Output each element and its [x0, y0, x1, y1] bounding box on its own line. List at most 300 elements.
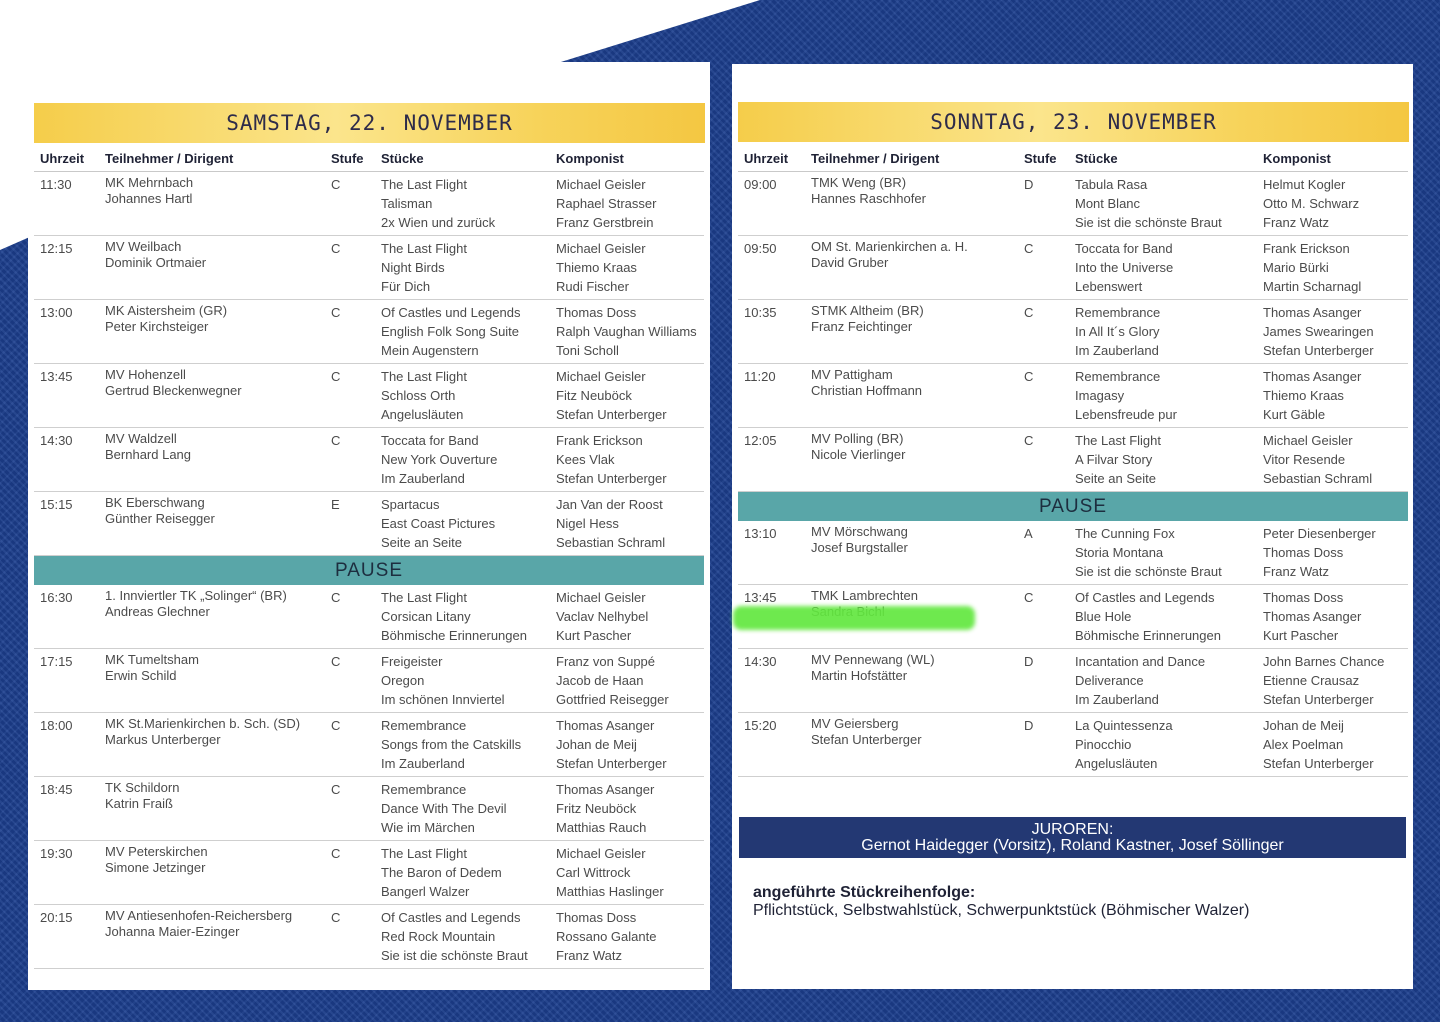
- composer-name: Franz Watz: [556, 947, 622, 963]
- composer-name: Thomas Asanger: [556, 717, 655, 733]
- conductor-name: David Gruber: [811, 254, 889, 270]
- participant-cell: [805, 648, 1018, 712]
- composer-name: Stefan Unterberger: [1263, 342, 1374, 358]
- band-name: MV Peterskirchen: [105, 843, 208, 859]
- composer-name: Thomas Asanger: [1263, 304, 1362, 320]
- participant-cell: [99, 235, 325, 299]
- conductor-name: Bernhard Lang: [105, 446, 192, 462]
- composer-cell: [550, 648, 704, 712]
- piece-title: Into the Universe: [1075, 259, 1174, 275]
- level-cell: C: [325, 776, 375, 840]
- composer-name: Stefan Unterberger: [556, 406, 667, 422]
- composer-cell: [550, 491, 704, 555]
- composer-name: Toni Scholl: [556, 342, 619, 358]
- pieces-cell: [375, 585, 550, 649]
- piece-title: The Cunning Fox: [1075, 525, 1175, 541]
- time-cell: 15:15: [34, 491, 99, 555]
- composer-cell: [1257, 521, 1408, 585]
- conductor-name: Andreas Glechner: [105, 603, 210, 619]
- composer-name: Stefan Unterberger: [1263, 691, 1374, 707]
- piece-title: Für Dich: [381, 278, 431, 294]
- participant-cell: [99, 585, 325, 649]
- composer-cell: [1257, 235, 1408, 299]
- table-row: [34, 840, 704, 904]
- header-level: Stufe: [1018, 147, 1069, 171]
- pieces-cell: [375, 299, 550, 363]
- level-cell: C: [325, 648, 375, 712]
- band-name: MK Tumeltsham: [105, 651, 199, 667]
- table-row: [738, 171, 1408, 235]
- piece-title: A Filvar Story: [1075, 451, 1153, 467]
- composer-name: Rudi Fischer: [556, 278, 629, 294]
- level-cell: C: [325, 585, 375, 649]
- conductor-name: Martin Hofstätter: [811, 667, 908, 683]
- participant-cell: [99, 363, 325, 427]
- composer-name: Kees Vlak: [556, 451, 615, 467]
- composer-name: Stefan Unterberger: [556, 470, 667, 486]
- header-composer: Komponist: [1257, 147, 1408, 171]
- pieces-cell: [375, 491, 550, 555]
- piece-title: Dance With The Devil: [381, 800, 507, 816]
- composer-name: Sebastian Schraml: [1263, 470, 1373, 486]
- participant-cell: [99, 491, 325, 555]
- time-cell: 15:20: [738, 712, 805, 776]
- level-cell: C: [1018, 584, 1069, 648]
- table-header-row: [738, 147, 1408, 171]
- participant-cell: [99, 427, 325, 491]
- composer-name: Mario Bürki: [1263, 259, 1329, 275]
- level-cell: C: [325, 299, 375, 363]
- level-cell: E: [325, 491, 375, 555]
- saturday-rows: [34, 171, 704, 968]
- time-cell: 13:45: [738, 584, 805, 648]
- table-row: [34, 712, 704, 776]
- composer-name: John Barnes Chance: [1263, 653, 1385, 669]
- level-cell: C: [1018, 363, 1069, 427]
- conductor-name: Franz Feichtinger: [811, 318, 913, 334]
- piece-title: Sie ist die schönste Braut: [381, 947, 528, 963]
- band-name: MV Waldzell: [105, 430, 177, 446]
- composer-name: Thomas Doss: [1263, 589, 1344, 605]
- composer-name: Stefan Unterberger: [1263, 755, 1374, 771]
- band-name: TMK Lambrechten: [811, 587, 918, 603]
- piece-title: Böhmische Erinnerungen: [381, 627, 527, 643]
- band-name: MV Antiesenhofen-Reichersberg: [105, 907, 293, 923]
- pause-row: [34, 555, 704, 585]
- piece-title: Im schönen Innviertel: [381, 691, 505, 707]
- band-name: 1. Innviertler TK „Solinger“ (BR): [105, 587, 287, 603]
- sunday-schedule-table: [738, 147, 1408, 777]
- header-participant: Teilnehmer / Dirigent: [99, 147, 325, 171]
- pieces-cell: [1069, 584, 1257, 648]
- composer-name: Michael Geisler: [556, 176, 646, 192]
- composer-cell: [550, 427, 704, 491]
- participant-cell: [99, 171, 325, 235]
- composer-name: Michael Geisler: [556, 845, 646, 861]
- composer-name: Helmut Kogler: [1263, 176, 1346, 192]
- composer-cell: [550, 776, 704, 840]
- composer-name: Kurt Pascher: [556, 627, 632, 643]
- sunday-rows: [738, 171, 1408, 776]
- piece-title: Angelusläuten: [381, 406, 464, 422]
- time-cell: 11:20: [738, 363, 805, 427]
- table-row: [34, 427, 704, 491]
- composer-name: Franz Gerstbrein: [556, 214, 654, 230]
- piece-title: Schloss Orth: [381, 387, 456, 403]
- conductor-name: Dominik Ortmaier: [105, 254, 207, 270]
- pieces-cell: [375, 171, 550, 235]
- table-row: [738, 521, 1408, 585]
- pieces-cell: [1069, 363, 1257, 427]
- table-row: [738, 648, 1408, 712]
- conductor-name: Josef Burgstaller: [811, 539, 908, 555]
- composer-name: Nigel Hess: [556, 515, 619, 531]
- band-name: TK Schildorn: [105, 779, 180, 795]
- composer-cell: [550, 712, 704, 776]
- composer-cell: [550, 585, 704, 649]
- band-name: MK Mehrnbach: [105, 174, 194, 190]
- composer-cell: [1257, 427, 1408, 491]
- pieces-cell: [1069, 712, 1257, 776]
- piece-title: Songs from the Catskills: [381, 736, 522, 752]
- composer-name: Jacob de Haan: [556, 672, 644, 688]
- piece-title: The Last Flight: [381, 368, 467, 384]
- level-cell: C: [325, 712, 375, 776]
- participant-cell: [99, 904, 325, 968]
- participant-cell: [805, 363, 1018, 427]
- participant-cell: [805, 171, 1018, 235]
- pause-label: PAUSE: [738, 491, 1408, 521]
- piece-title: Blue Hole: [1075, 608, 1132, 624]
- composer-name: Rossano Galante: [556, 928, 657, 944]
- piece-title: Of Castles and Legends: [1075, 589, 1215, 605]
- band-name: MV Pattigham: [811, 366, 893, 382]
- composer-name: Johan de Meij: [556, 736, 637, 752]
- header-level: Stufe: [325, 147, 375, 171]
- pieces-cell: [1069, 648, 1257, 712]
- piece-title: Red Rock Mountain: [381, 928, 496, 944]
- table-row: [34, 235, 704, 299]
- composer-name: Thomas Doss: [556, 909, 637, 925]
- piece-title: La Quintessenza: [1075, 717, 1173, 733]
- time-cell: 14:30: [34, 427, 99, 491]
- time-cell: 11:30: [34, 171, 99, 235]
- composer-name: Franz von Suppé: [556, 653, 656, 669]
- conductor-name: Stefan Unterberger: [811, 731, 922, 747]
- composer-name: Sebastian Schraml: [556, 534, 666, 550]
- pieces-cell: [1069, 521, 1257, 585]
- time-cell: 13:00: [34, 299, 99, 363]
- piece-title: East Coast Pictures: [381, 515, 496, 531]
- conductor-name: Erwin Schild: [105, 667, 177, 683]
- composer-name: Fritz Neuböck: [556, 800, 637, 816]
- pieces-cell: [375, 904, 550, 968]
- composer-name: Jan Van der Roost: [556, 496, 663, 512]
- piece-title: Im Zauberland: [381, 470, 465, 486]
- composer-cell: [550, 299, 704, 363]
- green-marker-highlight: [733, 606, 975, 630]
- piece-title: Remembrance: [381, 717, 467, 733]
- table-row: [34, 363, 704, 427]
- piece-title: Im Zauberland: [1075, 691, 1159, 707]
- composer-cell: [550, 363, 704, 427]
- composer-cell: [1257, 584, 1408, 648]
- participant-cell: [805, 235, 1018, 299]
- conductor-name: Simone Jetzinger: [105, 859, 206, 875]
- pause-label: PAUSE: [34, 555, 704, 585]
- time-cell: 10:35: [738, 299, 805, 363]
- participant-cell: [805, 521, 1018, 585]
- level-cell: C: [1018, 235, 1069, 299]
- level-cell: C: [325, 904, 375, 968]
- header-composer: Komponist: [550, 147, 704, 171]
- piece-title: English Folk Song Suite: [381, 323, 520, 339]
- time-cell: 09:50: [738, 235, 805, 299]
- pieces-cell: [1069, 171, 1257, 235]
- composer-name: Peter Diesenberger: [1263, 525, 1376, 541]
- composer-cell: [1257, 648, 1408, 712]
- composer-name: Carl Wittrock: [556, 864, 631, 880]
- piece-title: Sie ist die schönste Braut: [1075, 214, 1222, 230]
- conductor-name: Johannes Hartl: [105, 190, 193, 206]
- composer-name: Thomas Asanger: [556, 781, 655, 797]
- conductor-name: Peter Kirchsteiger: [105, 318, 209, 334]
- composer-name: Thomas Doss: [556, 304, 637, 320]
- composer-name: Gottfried Reisegger: [556, 691, 669, 707]
- level-cell: C: [1018, 427, 1069, 491]
- table-row: [738, 363, 1408, 427]
- composer-cell: [1257, 299, 1408, 363]
- composer-name: Stefan Unterberger: [556, 755, 667, 771]
- piece-title: The Last Flight: [381, 845, 467, 861]
- table-row: [738, 712, 1408, 776]
- composer-name: Franz Watz: [1263, 214, 1329, 230]
- conductor-name: Christian Hoffmann: [811, 382, 923, 398]
- piece-title: The Last Flight: [381, 240, 467, 256]
- composer-name: Vaclav Nelhybel: [556, 608, 649, 624]
- piece-title: The Last Flight: [381, 176, 467, 192]
- piece-title: Remembrance: [1075, 304, 1161, 320]
- piece-title: Remembrance: [381, 781, 467, 797]
- time-cell: 12:05: [738, 427, 805, 491]
- pieces-cell: [375, 235, 550, 299]
- composer-name: Franz Watz: [1263, 563, 1329, 579]
- piece-title: Böhmische Erinnerungen: [1075, 627, 1221, 643]
- piece-title: In All It´s Glory: [1075, 323, 1160, 339]
- saturday-sheet: [28, 62, 710, 990]
- piece-title: Deliverance: [1075, 672, 1144, 688]
- conductor-name: Johanna Maier-Ezinger: [105, 923, 240, 939]
- sunday-title: SONNTAG, 23. NOVEMBER: [738, 102, 1409, 142]
- piece-title: 2x Wien und zurück: [381, 214, 496, 230]
- piece-title: Imagasy: [1075, 387, 1125, 403]
- participant-cell: [99, 648, 325, 712]
- composer-name: Kurt Gäble: [1263, 406, 1326, 422]
- piece-title: Night Birds: [381, 259, 445, 275]
- time-cell: 18:45: [34, 776, 99, 840]
- composer-cell: [550, 171, 704, 235]
- band-name: MV Weilbach: [105, 238, 182, 254]
- composer-name: James Swearingen: [1263, 323, 1374, 339]
- level-cell: C: [325, 427, 375, 491]
- piece-title: Corsican Litany: [381, 608, 471, 624]
- header-time: Uhrzeit: [738, 147, 805, 171]
- band-name: TMK Weng (BR): [811, 174, 907, 190]
- piece-title: Toccata for Band: [381, 432, 479, 448]
- table-row: [34, 585, 704, 649]
- participant-cell: [99, 299, 325, 363]
- composer-cell: [550, 904, 704, 968]
- pieces-cell: [375, 427, 550, 491]
- pieces-cell: [375, 840, 550, 904]
- table-row: [34, 299, 704, 363]
- band-name: MK St.Marienkirchen b. Sch. (SD): [105, 715, 301, 731]
- piece-title: Im Zauberland: [381, 755, 465, 771]
- composer-name: Otto M. Schwarz: [1263, 195, 1360, 211]
- band-name: OM St. Marienkirchen a. H.: [811, 238, 968, 254]
- level-cell: C: [325, 363, 375, 427]
- level-cell: C: [325, 235, 375, 299]
- order-text: Pflichtstück, Selbstwahlstück, Schwerpunktstück (Böhmischer Walzer): [753, 902, 1250, 919]
- jury-names: Gernot Haidegger (Vorsitz), Roland Kastner, Josef Söllinger: [861, 837, 1284, 854]
- piece-title: Of Castles and Legends: [381, 909, 521, 925]
- participant-cell: [805, 427, 1018, 491]
- time-cell: 12:15: [34, 235, 99, 299]
- composer-cell: [550, 840, 704, 904]
- time-cell: 09:00: [738, 171, 805, 235]
- composer-name: Raphael Strasser: [556, 195, 657, 211]
- composer-name: Kurt Pascher: [1263, 627, 1339, 643]
- band-name: BK Eberschwang: [105, 494, 205, 510]
- conductor-name: Günther Reisegger: [105, 510, 215, 526]
- piece-title: Mont Blanc: [1075, 195, 1141, 211]
- piece-title: The Last Flight: [1075, 432, 1161, 448]
- header-pieces: Stücke: [1069, 147, 1257, 171]
- level-cell: D: [1018, 712, 1069, 776]
- piece-title: Talisman: [381, 195, 433, 211]
- piece-title: Remembrance: [1075, 368, 1161, 384]
- participant-cell: [805, 712, 1018, 776]
- table-row: [34, 904, 704, 968]
- piece-title: Incantation and Dance: [1075, 653, 1206, 669]
- participant-cell: [805, 299, 1018, 363]
- composer-name: Martin Scharnagl: [1263, 278, 1362, 294]
- piece-title: Lebenswert: [1075, 278, 1143, 294]
- jury-box: [739, 817, 1406, 858]
- time-cell: 13:10: [738, 521, 805, 585]
- composer-cell: [550, 235, 704, 299]
- band-name: MK Aistersheim (GR): [105, 302, 228, 318]
- time-cell: 14:30: [738, 648, 805, 712]
- header-time: Uhrzeit: [34, 147, 99, 171]
- saturday-schedule-table: [34, 147, 704, 969]
- piece-title: Oregon: [381, 672, 425, 688]
- conductor-name: Katrin Fraiß: [105, 795, 173, 811]
- participant-cell: [99, 776, 325, 840]
- conductor-name: Hannes Raschhofer: [811, 190, 926, 206]
- table-row: [34, 648, 704, 712]
- conductor-name: Gertrud Bleckenwegner: [105, 382, 242, 398]
- piece-title: Mein Augenstern: [381, 342, 479, 358]
- piece-title: Toccata for Band: [1075, 240, 1173, 256]
- composer-cell: [1257, 363, 1408, 427]
- band-name: MV Pennewang (WL): [811, 651, 935, 667]
- piece-title: Im Zauberland: [1075, 342, 1159, 358]
- time-cell: 20:15: [34, 904, 99, 968]
- time-cell: 13:45: [34, 363, 99, 427]
- table-row: [34, 171, 704, 235]
- piece-title: Tabula Rasa: [1075, 176, 1148, 192]
- pieces-cell: [375, 712, 550, 776]
- composer-name: Thiemo Kraas: [1263, 387, 1344, 403]
- piece-title: Storia Montana: [1075, 544, 1164, 560]
- composer-name: Michael Geisler: [556, 589, 646, 605]
- piece-title: Bangerl Walzer: [381, 883, 470, 899]
- composer-name: Etienne Crausaz: [1263, 672, 1360, 688]
- conductor-name: Nicole Vierlinger: [811, 446, 906, 462]
- saturday-title: SAMSTAG, 22. NOVEMBER: [34, 103, 705, 143]
- jury-label: JUROREN:: [1031, 821, 1114, 838]
- composer-name: Frank Erickson: [1263, 240, 1350, 256]
- band-name: MV Hohenzell: [105, 366, 186, 382]
- band-name: MV Geiersberg: [811, 715, 899, 731]
- piece-title: Angelusläuten: [1075, 755, 1158, 771]
- composer-name: Michael Geisler: [556, 240, 646, 256]
- piece-title: The Baron of Dedem: [381, 864, 502, 880]
- participant-cell: [99, 840, 325, 904]
- composer-name: Vitor Resende: [1263, 451, 1346, 467]
- composer-name: Matthias Rauch: [556, 819, 647, 835]
- piece-title: Of Castles und Legends: [381, 304, 521, 320]
- time-cell: 19:30: [34, 840, 99, 904]
- composer-name: Fitz Neuböck: [556, 387, 632, 403]
- composer-name: Michael Geisler: [1263, 432, 1353, 448]
- header-participant: Teilnehmer / Dirigent: [805, 147, 1018, 171]
- pieces-cell: [375, 776, 550, 840]
- composer-name: Thiemo Kraas: [556, 259, 637, 275]
- pieces-cell: [375, 648, 550, 712]
- level-cell: C: [1018, 299, 1069, 363]
- composer-name: Thomas Doss: [1263, 544, 1344, 560]
- composer-cell: [1257, 171, 1408, 235]
- conductor-name: Markus Unterberger: [105, 731, 221, 747]
- table-row: [34, 776, 704, 840]
- table-row: [34, 491, 704, 555]
- piece-title: Seite an Seite: [1075, 470, 1156, 486]
- composer-name: Thomas Asanger: [1263, 368, 1362, 384]
- level-cell: A: [1018, 521, 1069, 585]
- time-cell: 18:00: [34, 712, 99, 776]
- table-row: [738, 235, 1408, 299]
- header-pieces: Stücke: [375, 147, 550, 171]
- composer-name: Alex Poelman: [1263, 736, 1344, 752]
- piece-title: Wie im Märchen: [381, 819, 475, 835]
- level-cell: C: [325, 840, 375, 904]
- time-cell: 17:15: [34, 648, 99, 712]
- piece-title: The Last Flight: [381, 589, 467, 605]
- pieces-cell: [375, 363, 550, 427]
- level-cell: D: [1018, 171, 1069, 235]
- pieces-cell: [1069, 235, 1257, 299]
- level-cell: D: [1018, 648, 1069, 712]
- table-row: [738, 427, 1408, 491]
- level-cell: C: [325, 171, 375, 235]
- piece-title: Pinocchio: [1075, 736, 1132, 752]
- piece-title: Sie ist die schönste Braut: [1075, 563, 1222, 579]
- table-row: [738, 299, 1408, 363]
- pieces-cell: [1069, 299, 1257, 363]
- band-name: MV Polling (BR): [811, 430, 904, 446]
